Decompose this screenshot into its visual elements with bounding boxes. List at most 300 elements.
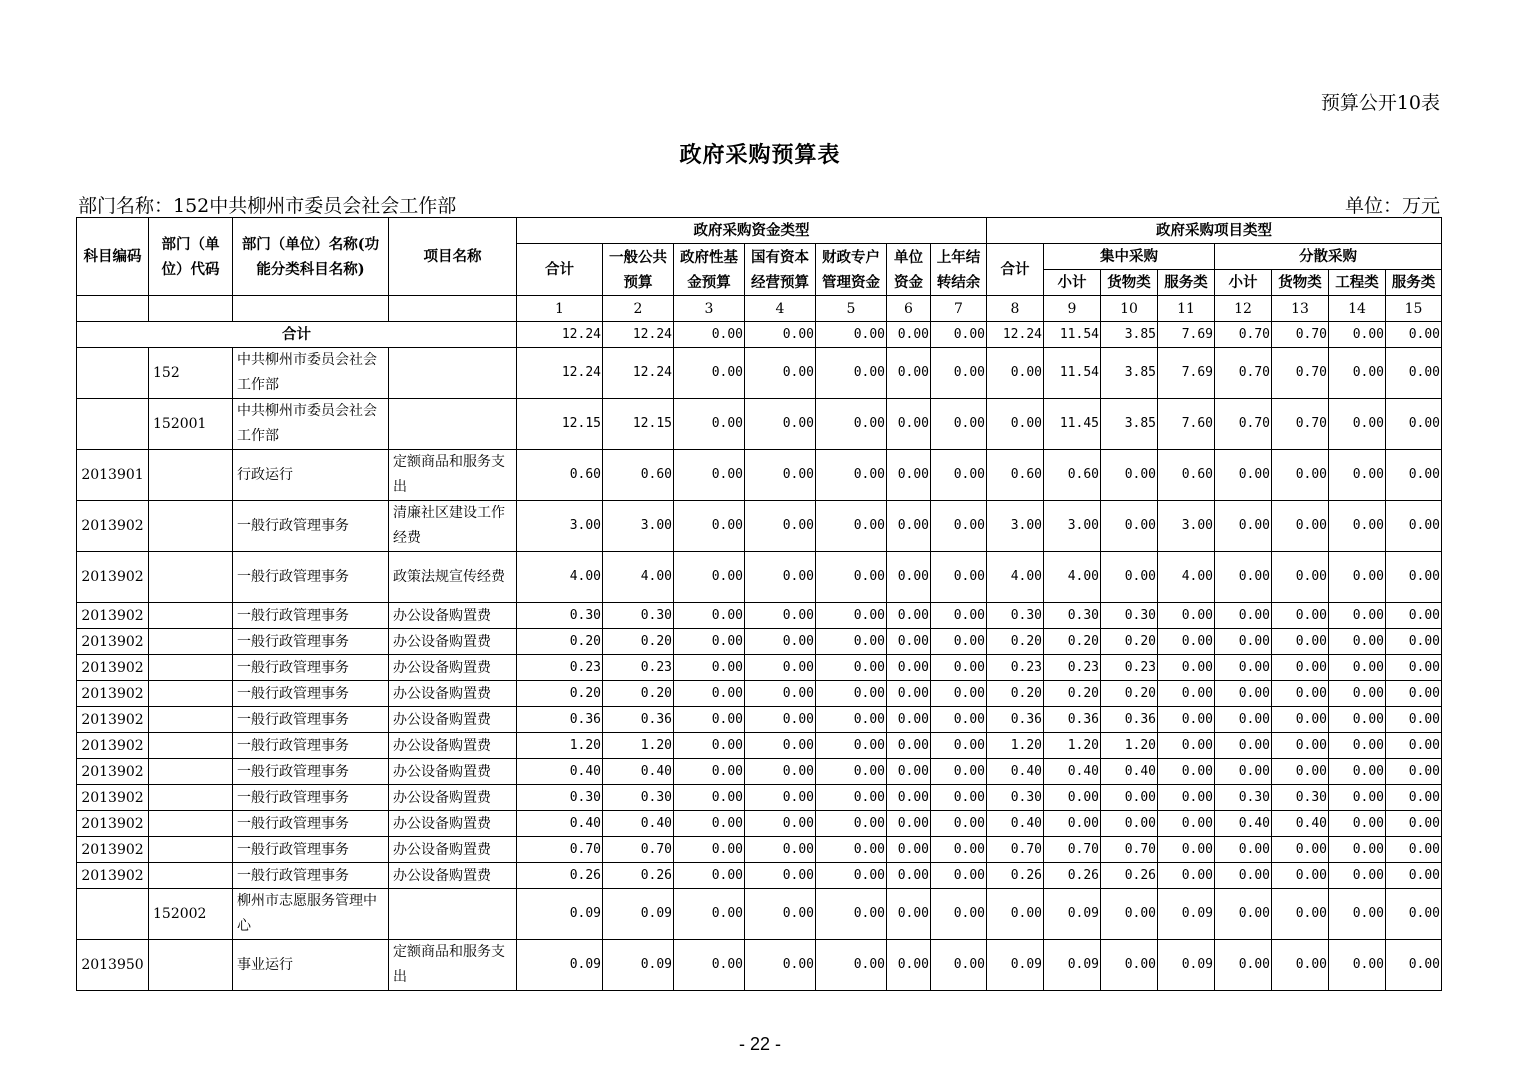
column-number: 8	[987, 296, 1044, 322]
amount-cell: 0.00	[1272, 501, 1329, 552]
amount-cell: 7.60	[1158, 399, 1215, 450]
amount-cell: 0.30	[603, 785, 674, 811]
amount-cell: 0.09	[1044, 940, 1101, 991]
amount-cell: 0.09	[603, 940, 674, 991]
dept-name-cell: 一般行政管理事务	[233, 603, 389, 629]
amount-cell: 0.00	[1158, 837, 1215, 863]
amount-cell: 0.00	[1329, 733, 1386, 759]
amount-cell: 0.00	[674, 707, 745, 733]
amount-cell: 0.00	[1329, 399, 1386, 450]
total-value: 0.70	[1272, 322, 1329, 348]
blank-cell	[77, 296, 149, 322]
amount-cell: 0.00	[887, 399, 931, 450]
amount-cell: 0.00	[674, 450, 745, 501]
amount-cell: 0.00	[1101, 450, 1158, 501]
amount-cell: 1.20	[1044, 733, 1101, 759]
amount-cell: 0.60	[1158, 450, 1215, 501]
amount-cell: 0.00	[887, 940, 931, 991]
amount-cell: 0.40	[1101, 759, 1158, 785]
amount-cell: 0.00	[674, 940, 745, 991]
amount-cell: 0.30	[1044, 603, 1101, 629]
amount-cell: 0.00	[887, 863, 931, 889]
amount-cell: 0.00	[674, 603, 745, 629]
amount-cell: 0.00	[1272, 863, 1329, 889]
table-row	[77, 399, 1442, 450]
table-row	[77, 655, 1442, 681]
amount-cell: 12.24	[517, 348, 603, 399]
amount-cell: 0.20	[1101, 629, 1158, 655]
dept-code-cell	[149, 940, 233, 991]
project-name-cell: 办公设备购置费	[389, 707, 517, 733]
column-number: 14	[1329, 296, 1386, 322]
amount-cell: 4.00	[517, 552, 603, 603]
procurement-budget-table	[76, 217, 1442, 991]
amount-cell: 0.00	[1272, 889, 1329, 940]
amount-cell: 3.85	[1101, 399, 1158, 450]
dept-name-cell: 一般行政管理事务	[233, 552, 389, 603]
dept-code-cell	[149, 733, 233, 759]
amount-cell: 0.00	[674, 811, 745, 837]
subject-code-cell: 2013902	[77, 759, 149, 785]
amount-cell: 0.00	[931, 733, 987, 759]
amount-cell: 0.00	[816, 811, 887, 837]
project-name-cell	[389, 399, 517, 450]
amount-cell: 0.00	[1386, 785, 1442, 811]
header-project-type-group: 政府采购项目类型	[987, 218, 1442, 244]
page-title: 政府采购预算表	[679, 142, 841, 168]
project-name-cell: 办公设备购置费	[389, 811, 517, 837]
project-name-cell	[389, 889, 517, 940]
amount-cell: 0.00	[674, 348, 745, 399]
total-value: 0.00	[931, 322, 987, 348]
amount-cell: 0.00	[816, 889, 887, 940]
amount-cell: 0.00	[1272, 837, 1329, 863]
amount-cell: 0.70	[1215, 348, 1272, 399]
amount-cell: 0.00	[1044, 785, 1101, 811]
amount-cell: 0.00	[1215, 940, 1272, 991]
blank-cell	[233, 296, 389, 322]
blank-cell	[149, 296, 233, 322]
amount-cell: 0.00	[1386, 501, 1442, 552]
dept-code-cell	[149, 785, 233, 811]
amount-cell: 0.70	[1215, 399, 1272, 450]
total-value: 0.70	[1215, 322, 1272, 348]
amount-cell: 0.00	[816, 785, 887, 811]
amount-cell: 0.00	[931, 629, 987, 655]
amount-cell: 12.24	[603, 348, 674, 399]
amount-cell: 0.00	[745, 940, 816, 991]
amount-cell: 0.00	[931, 759, 987, 785]
amount-cell: 0.09	[987, 940, 1044, 991]
table-row	[77, 785, 1442, 811]
amount-cell: 0.00	[1215, 603, 1272, 629]
amount-cell: 0.00	[816, 707, 887, 733]
dept-name-cell: 一般行政管理事务	[233, 811, 389, 837]
amount-cell: 0.00	[987, 348, 1044, 399]
subject-code-cell	[77, 399, 149, 450]
dept-code-cell	[149, 837, 233, 863]
amount-cell: 0.00	[1329, 707, 1386, 733]
project-name-cell: 办公设备购置费	[389, 863, 517, 889]
amount-cell: 0.00	[674, 629, 745, 655]
amount-cell: 0.20	[517, 629, 603, 655]
amount-cell: 0.00	[745, 450, 816, 501]
dept-name-cell: 一般行政管理事务	[233, 501, 389, 552]
total-value: 0.00	[887, 322, 931, 348]
amount-cell: 0.00	[1386, 863, 1442, 889]
amount-cell: 0.00	[931, 889, 987, 940]
amount-cell: 0.00	[1101, 785, 1158, 811]
column-number: 4	[745, 296, 816, 322]
amount-cell: 0.00	[674, 501, 745, 552]
dept-name-cell: 一般行政管理事务	[233, 655, 389, 681]
project-name-cell: 办公设备购置费	[389, 837, 517, 863]
amount-cell: 0.00	[816, 940, 887, 991]
total-value: 12.24	[517, 322, 603, 348]
amount-cell: 0.20	[603, 681, 674, 707]
amount-cell: 0.00	[745, 348, 816, 399]
amount-cell: 0.00	[987, 399, 1044, 450]
amount-cell: 0.40	[517, 811, 603, 837]
amount-cell: 3.00	[1158, 501, 1215, 552]
amount-cell: 0.70	[1044, 837, 1101, 863]
table-row	[77, 603, 1442, 629]
column-number: 12	[1215, 296, 1272, 322]
amount-cell: 0.00	[816, 733, 887, 759]
column-number: 9	[1044, 296, 1101, 322]
amount-cell: 0.00	[1215, 837, 1272, 863]
amount-cell: 0.00	[674, 552, 745, 603]
total-value: 0.00	[674, 322, 745, 348]
total-value: 3.85	[1101, 322, 1158, 348]
amount-cell: 4.00	[1044, 552, 1101, 603]
amount-cell: 0.00	[887, 759, 931, 785]
amount-cell: 0.00	[1272, 603, 1329, 629]
amount-cell: 1.20	[987, 733, 1044, 759]
dept-name-cell: 一般行政管理事务	[233, 681, 389, 707]
dept-name-cell: 一般行政管理事务	[233, 707, 389, 733]
table-row	[77, 450, 1442, 501]
dept-code-cell	[149, 863, 233, 889]
amount-cell: 0.00	[745, 655, 816, 681]
amount-cell: 0.00	[931, 603, 987, 629]
amount-cell: 0.00	[1215, 655, 1272, 681]
amount-cell: 0.00	[1386, 450, 1442, 501]
amount-cell: 0.00	[1329, 837, 1386, 863]
amount-cell: 0.00	[1386, 348, 1442, 399]
amount-cell: 0.00	[674, 837, 745, 863]
amount-cell: 0.00	[1158, 811, 1215, 837]
amount-cell: 0.00	[816, 681, 887, 707]
subject-code-cell	[77, 889, 149, 940]
table-row	[77, 811, 1442, 837]
amount-cell: 3.00	[1044, 501, 1101, 552]
column-number: 6	[887, 296, 931, 322]
amount-cell: 12.15	[517, 399, 603, 450]
header-works: 工程类	[1329, 270, 1386, 296]
total-value: 12.24	[987, 322, 1044, 348]
amount-cell: 0.70	[517, 837, 603, 863]
amount-cell: 0.00	[816, 863, 887, 889]
amount-cell: 0.00	[931, 940, 987, 991]
amount-cell: 0.40	[603, 759, 674, 785]
dept-name-cell: 一般行政管理事务	[233, 785, 389, 811]
column-number-row	[77, 296, 1442, 322]
amount-cell: 0.00	[1215, 733, 1272, 759]
page-number: - 22 -	[738, 1034, 781, 1054]
column-number: 2	[603, 296, 674, 322]
amount-cell: 0.00	[1272, 655, 1329, 681]
header-centralized: 集中采购	[1044, 244, 1215, 270]
amount-cell: 0.00	[1215, 450, 1272, 501]
header-dispersed: 分散采购	[1215, 244, 1442, 270]
dept-code-cell: 152001	[149, 399, 233, 450]
subject-code-cell: 2013902	[77, 811, 149, 837]
amount-cell: 0.20	[517, 681, 603, 707]
header-dept-name: 部门（单位）名称(功能分类科目名称)	[233, 218, 389, 296]
amount-cell: 0.70	[1272, 348, 1329, 399]
amount-cell: 0.00	[931, 552, 987, 603]
amount-cell: 0.30	[603, 603, 674, 629]
blank-cell	[389, 296, 517, 322]
project-name-cell: 清廉社区建设工作经费	[389, 501, 517, 552]
amount-cell: 0.70	[1101, 837, 1158, 863]
amount-cell: 0.23	[987, 655, 1044, 681]
amount-cell: 0.00	[1215, 707, 1272, 733]
amount-cell: 0.00	[931, 681, 987, 707]
subject-code-cell: 2013902	[77, 863, 149, 889]
form-number: 预算公开10表	[1320, 92, 1440, 114]
amount-cell: 0.60	[517, 450, 603, 501]
amount-cell: 0.30	[1101, 603, 1158, 629]
amount-cell: 0.00	[887, 733, 931, 759]
total-value: 11.54	[1044, 322, 1101, 348]
header-fund-type-group: 政府采购资金类型	[517, 218, 987, 244]
amount-cell: 0.00	[887, 707, 931, 733]
amount-cell: 0.00	[1158, 707, 1215, 733]
header-total-2: 合计	[987, 244, 1044, 296]
amount-cell: 0.00	[816, 603, 887, 629]
project-name-cell: 政策法规宣传经费	[389, 552, 517, 603]
amount-cell: 0.00	[745, 863, 816, 889]
amount-cell: 0.00	[745, 501, 816, 552]
amount-cell: 0.00	[1101, 889, 1158, 940]
dept-code-cell	[149, 501, 233, 552]
project-name-cell	[389, 348, 517, 399]
total-value: 0.00	[1386, 322, 1442, 348]
subject-code-cell: 2013950	[77, 940, 149, 991]
amount-cell: 3.85	[1101, 348, 1158, 399]
amount-cell: 0.20	[1044, 681, 1101, 707]
dept-code-cell	[149, 552, 233, 603]
total-label: 合计	[77, 322, 517, 348]
amount-cell: 0.09	[603, 889, 674, 940]
amount-cell: 0.26	[517, 863, 603, 889]
amount-cell: 0.00	[887, 785, 931, 811]
amount-cell: 0.70	[603, 837, 674, 863]
amount-cell: 0.00	[816, 450, 887, 501]
amount-cell: 0.30	[517, 603, 603, 629]
table-row	[77, 863, 1442, 889]
dept-name-cell: 一般行政管理事务	[233, 733, 389, 759]
subject-code-cell: 2013902	[77, 707, 149, 733]
total-value: 0.00	[1329, 322, 1386, 348]
amount-cell: 0.00	[1386, 889, 1442, 940]
amount-cell: 0.00	[745, 889, 816, 940]
amount-cell: 0.20	[987, 681, 1044, 707]
table-row	[77, 707, 1442, 733]
amount-cell: 0.40	[987, 759, 1044, 785]
column-number: 5	[816, 296, 887, 322]
subject-code-cell: 2013902	[77, 603, 149, 629]
amount-cell: 0.00	[745, 837, 816, 863]
amount-cell: 0.00	[1158, 733, 1215, 759]
amount-cell: 0.00	[1272, 707, 1329, 733]
amount-cell: 0.00	[1329, 681, 1386, 707]
amount-cell: 0.00	[674, 681, 745, 707]
total-value: 7.69	[1158, 322, 1215, 348]
amount-cell: 0.09	[517, 889, 603, 940]
amount-cell: 0.09	[1158, 940, 1215, 991]
amount-cell: 0.00	[1272, 681, 1329, 707]
amount-cell: 0.00	[745, 552, 816, 603]
amount-cell: 0.30	[987, 785, 1044, 811]
column-number: 13	[1272, 296, 1329, 322]
amount-cell: 0.23	[1101, 655, 1158, 681]
amount-cell: 0.00	[931, 837, 987, 863]
header-carryover: 上年结转结余	[931, 244, 987, 296]
header-general-budget: 一般公共预算	[603, 244, 674, 296]
amount-cell: 0.00	[1329, 450, 1386, 501]
amount-cell: 0.09	[1044, 889, 1101, 940]
amount-cell: 0.00	[745, 733, 816, 759]
amount-cell: 3.00	[987, 501, 1044, 552]
amount-cell: 0.00	[816, 759, 887, 785]
header-project-name: 项目名称	[389, 218, 517, 296]
header-row-1	[77, 218, 1442, 244]
subject-code-cell: 2013902	[77, 501, 149, 552]
amount-cell: 0.20	[1044, 629, 1101, 655]
column-number: 15	[1386, 296, 1442, 322]
amount-cell: 0.00	[887, 655, 931, 681]
amount-cell: 0.00	[1386, 655, 1442, 681]
amount-cell: 0.00	[745, 629, 816, 655]
total-value: 0.00	[745, 322, 816, 348]
amount-cell: 0.00	[1158, 603, 1215, 629]
amount-cell: 0.00	[1158, 681, 1215, 707]
header-subtotal: 小计	[1044, 270, 1101, 296]
amount-cell: 0.00	[745, 603, 816, 629]
subject-code-cell: 2013902	[77, 552, 149, 603]
project-name-cell: 办公设备购置费	[389, 759, 517, 785]
dept-code-cell: 152002	[149, 889, 233, 940]
column-number: 10	[1101, 296, 1158, 322]
amount-cell: 0.40	[1044, 759, 1101, 785]
amount-cell: 0.09	[517, 940, 603, 991]
amount-cell: 0.00	[887, 450, 931, 501]
amount-cell: 0.00	[1386, 707, 1442, 733]
amount-cell: 0.23	[517, 655, 603, 681]
amount-cell: 4.00	[1158, 552, 1215, 603]
amount-cell: 0.00	[1158, 759, 1215, 785]
amount-cell: 0.30	[1215, 785, 1272, 811]
amount-cell: 0.00	[745, 399, 816, 450]
amount-cell: 0.00	[931, 450, 987, 501]
project-name-cell: 办公设备购置费	[389, 785, 517, 811]
subject-code-cell: 2013902	[77, 785, 149, 811]
amount-cell: 0.40	[987, 811, 1044, 837]
amount-cell: 0.40	[1215, 811, 1272, 837]
amount-cell: 12.15	[603, 399, 674, 450]
amount-cell: 0.36	[603, 707, 674, 733]
amount-cell: 4.00	[987, 552, 1044, 603]
subject-code-cell: 2013901	[77, 450, 149, 501]
amount-cell: 0.00	[887, 811, 931, 837]
amount-cell: 0.70	[1272, 399, 1329, 450]
table-row	[77, 629, 1442, 655]
amount-cell: 0.40	[1272, 811, 1329, 837]
amount-cell: 0.00	[887, 603, 931, 629]
amount-cell: 0.00	[931, 785, 987, 811]
amount-cell: 1.20	[1101, 733, 1158, 759]
header-subtotal-2: 小计	[1215, 270, 1272, 296]
column-number: 11	[1158, 296, 1215, 322]
amount-cell: 0.00	[816, 399, 887, 450]
amount-cell: 0.00	[816, 348, 887, 399]
amount-cell: 0.00	[887, 681, 931, 707]
column-number: 7	[931, 296, 987, 322]
total-value: 12.24	[603, 322, 674, 348]
table-row	[77, 889, 1442, 940]
dept-name-cell: 一般行政管理事务	[233, 837, 389, 863]
amount-cell: 3.00	[517, 501, 603, 552]
amount-cell: 0.00	[1215, 552, 1272, 603]
amount-cell: 0.00	[1101, 811, 1158, 837]
amount-cell: 0.00	[1329, 629, 1386, 655]
amount-cell: 0.00	[1272, 629, 1329, 655]
amount-cell: 0.00	[1158, 629, 1215, 655]
project-name-cell: 办公设备购置费	[389, 681, 517, 707]
amount-cell: 0.00	[1158, 655, 1215, 681]
amount-cell: 0.00	[1215, 863, 1272, 889]
amount-cell: 0.00	[1215, 629, 1272, 655]
dept-name-cell: 一般行政管理事务	[233, 759, 389, 785]
table-row	[77, 501, 1442, 552]
amount-cell: 0.00	[1158, 785, 1215, 811]
table-row	[77, 348, 1442, 399]
amount-cell: 0.00	[1101, 940, 1158, 991]
header-gov-fund: 政府性基金预算	[674, 244, 745, 296]
amount-cell: 0.00	[1329, 811, 1386, 837]
amount-cell: 0.00	[674, 759, 745, 785]
amount-cell: 11.45	[1044, 399, 1101, 450]
header-total: 合计	[517, 244, 603, 296]
amount-cell: 0.26	[1044, 863, 1101, 889]
amount-cell: 0.00	[1329, 889, 1386, 940]
project-name-cell: 办公设备购置费	[389, 733, 517, 759]
amount-cell: 0.00	[1329, 863, 1386, 889]
amount-cell: 0.00	[931, 348, 987, 399]
amount-cell: 0.00	[1386, 837, 1442, 863]
amount-cell: 0.30	[517, 785, 603, 811]
amount-cell: 0.00	[816, 837, 887, 863]
header-unit-fund: 单位资金	[887, 244, 931, 296]
amount-cell: 1.20	[603, 733, 674, 759]
amount-cell: 0.20	[987, 629, 1044, 655]
amount-cell: 0.00	[674, 733, 745, 759]
amount-cell: 11.54	[1044, 348, 1101, 399]
amount-cell: 1.20	[517, 733, 603, 759]
